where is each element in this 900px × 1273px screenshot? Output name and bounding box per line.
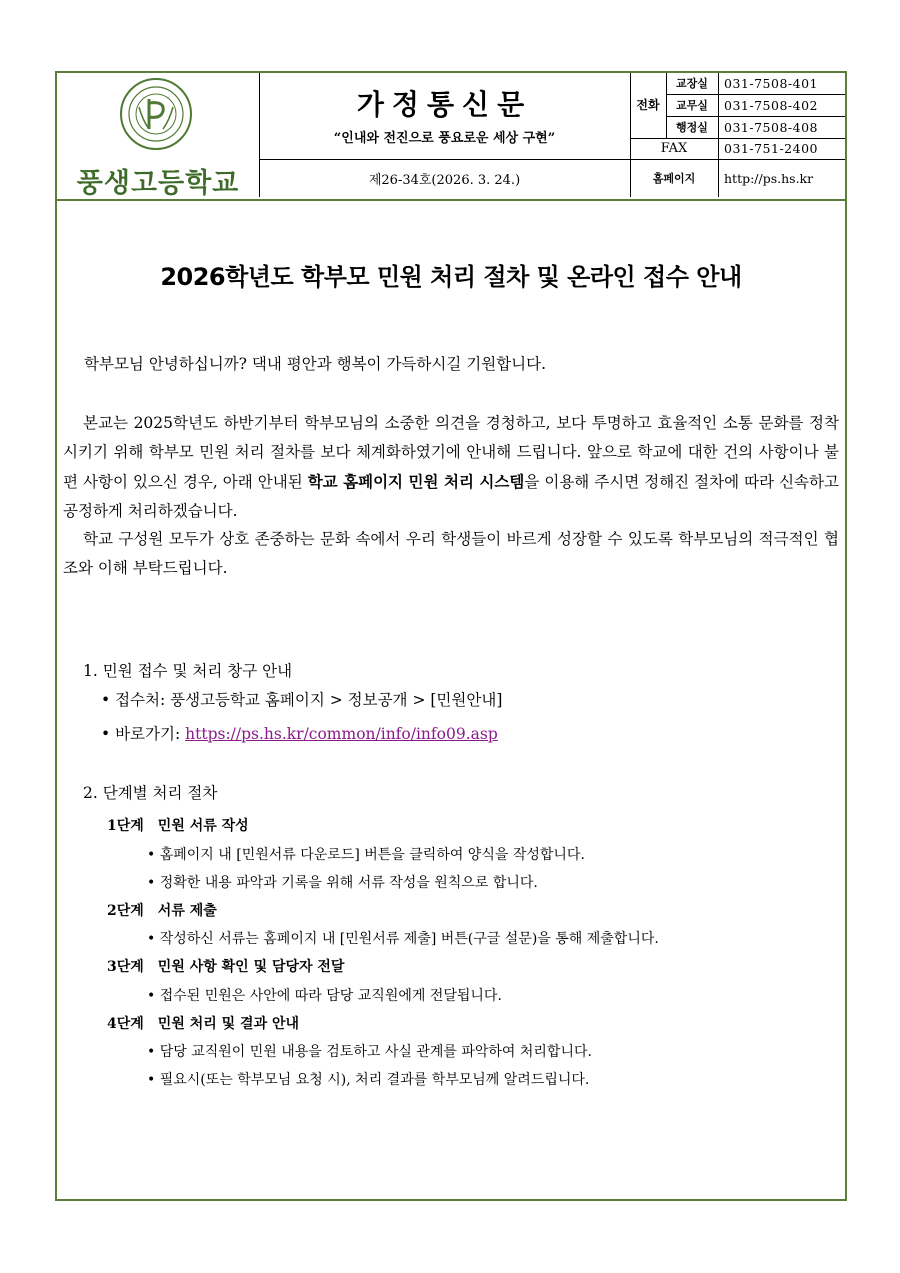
- document-frame: [55, 71, 847, 1201]
- list-item: • 필요시(또는 학부모님 요청 시), 처리 결과를 학부모님께 알려드립니다.: [147, 1072, 590, 1088]
- intro-paragraph: [63, 409, 839, 526]
- step-3-heading: [107, 956, 344, 976]
- greeting-paragraph: 학부모님 안녕하십니까? 댁내 평안과 행복이 가득하시길 기원합니다.: [84, 355, 547, 373]
- list-item: • 담당 교직원이 민원 내용을 검토하고 사실 관계를 파악하여 처리합니다.: [147, 1044, 592, 1060]
- phone-row-number: 031-7508-401: [724, 76, 818, 91]
- phone-row-label: 교무실: [666, 95, 719, 116]
- school-motto: “인내와 전진으로 풍요로운 세상 구현”: [333, 131, 556, 146]
- step-1-heading: [107, 815, 249, 835]
- notice-title: 2026학년도 학부모 민원 처리 절차 및 온라인 접수 안내: [160, 263, 742, 291]
- closing-paragraph: 학교 구성원 모두가 상호 존중하는 문화 속에서 우리 학생들이 바르게 성장할 수 있도록 학부모님의 적극적인 협조와 이해 부탁드립니다.: [63, 530, 839, 577]
- issue-number: 제26-34호(2026. 3. 24.): [368, 173, 521, 188]
- doc-title: 가정통신문: [356, 88, 533, 121]
- step-number: 3단계: [107, 959, 144, 975]
- school-seal-icon: [119, 77, 193, 151]
- intro-text-bold: 학교 홈페이지 민원 처리 시스템: [307, 472, 525, 491]
- step-number: 1단계: [107, 818, 144, 834]
- phone-row-label: 행정실: [666, 117, 719, 138]
- homepage-url[interactable]: http://ps.hs.kr: [724, 171, 814, 186]
- section-1-heading: 1. 민원 접수 및 처리 창구 안내: [83, 662, 293, 680]
- fax-number: 031-751-2400: [724, 141, 818, 156]
- letterhead: [57, 73, 845, 201]
- phone-label: 전화: [630, 73, 667, 139]
- phone-row-principal: [666, 73, 845, 95]
- step-2-heading: [107, 900, 217, 920]
- shortcut-label: • 바로가기:: [101, 725, 186, 743]
- logo-cell: [57, 73, 260, 197]
- step-number: 2단계: [107, 903, 144, 919]
- step-name: 서류 제출: [157, 903, 217, 919]
- shortcut-link-row: [101, 722, 498, 744]
- contact-table: [630, 73, 845, 197]
- homepage-label: 홈페이지: [630, 160, 719, 197]
- shortcut-link[interactable]: https://ps.hs.kr/common/info/info09.asp: [185, 725, 498, 743]
- phone-row-academic: [666, 95, 845, 117]
- step-name: 민원 처리 및 결과 안내: [157, 1016, 300, 1032]
- step-4-heading: [107, 1013, 299, 1033]
- step-number: 4단계: [107, 1016, 144, 1032]
- step-name: 민원 서류 작성: [157, 818, 249, 834]
- reception-place: [101, 688, 502, 710]
- fax-label: FAX: [630, 138, 719, 159]
- list-item: • 작성하신 서류는 홈페이지 내 [민원서류 제출] 버튼(구글 설문)을 통해 제출합니다.: [147, 931, 659, 947]
- intro-text-end: 을 이용해 주시면 정해진 절차에 따라 신속하고 공정하게 처리하겠습니다.: [63, 473, 839, 520]
- list-item: • 홈페이지 내 [민원서류 다운로드] 버튼을 클릭하여 양식을 작성합니다.: [147, 847, 585, 863]
- phone-row-number: 031-7508-402: [724, 98, 818, 113]
- reception-place-value: 풍생고등학교 홈페이지 > 정보공개 > [민원안내]: [170, 691, 503, 709]
- school-name: 풍생고등학교: [76, 168, 240, 199]
- list-item: • 접수된 민원은 사안에 따라 담당 교직원에게 전달됩니다.: [147, 988, 502, 1004]
- intro-text-start: 본교는 2025학년도 하반기부터 학부모님의 소중한 의견을 경청하고, 보다 투명하고 효율적인 소통 문화를 정착시키기 위해 학부모 민원 처리 절차를 보다 체계화하였기에 안내해 드립니다. 앞으로 학교에 대한 건의 사항이나 불편 사항이 있으신 경우, 아래 안내된: [63, 414, 839, 491]
- homepage-row: [630, 160, 845, 197]
- phone-row-number: 031-7508-408: [724, 120, 818, 135]
- section-2-heading: 2. 단계별 처리 절차: [83, 784, 218, 802]
- fax-row: [630, 138, 845, 160]
- list-item: • 정확한 내용 파악과 기록을 위해 서류 작성을 원칙으로 합니다.: [147, 875, 538, 891]
- step-name: 민원 사항 확인 및 담당자 전달: [157, 959, 345, 975]
- issue-cell: [259, 159, 631, 197]
- phone-row-label: 교장실: [666, 73, 719, 94]
- title-cell: [259, 73, 631, 160]
- reception-place-label: • 접수처:: [101, 691, 171, 709]
- phone-row-admin: [666, 117, 845, 139]
